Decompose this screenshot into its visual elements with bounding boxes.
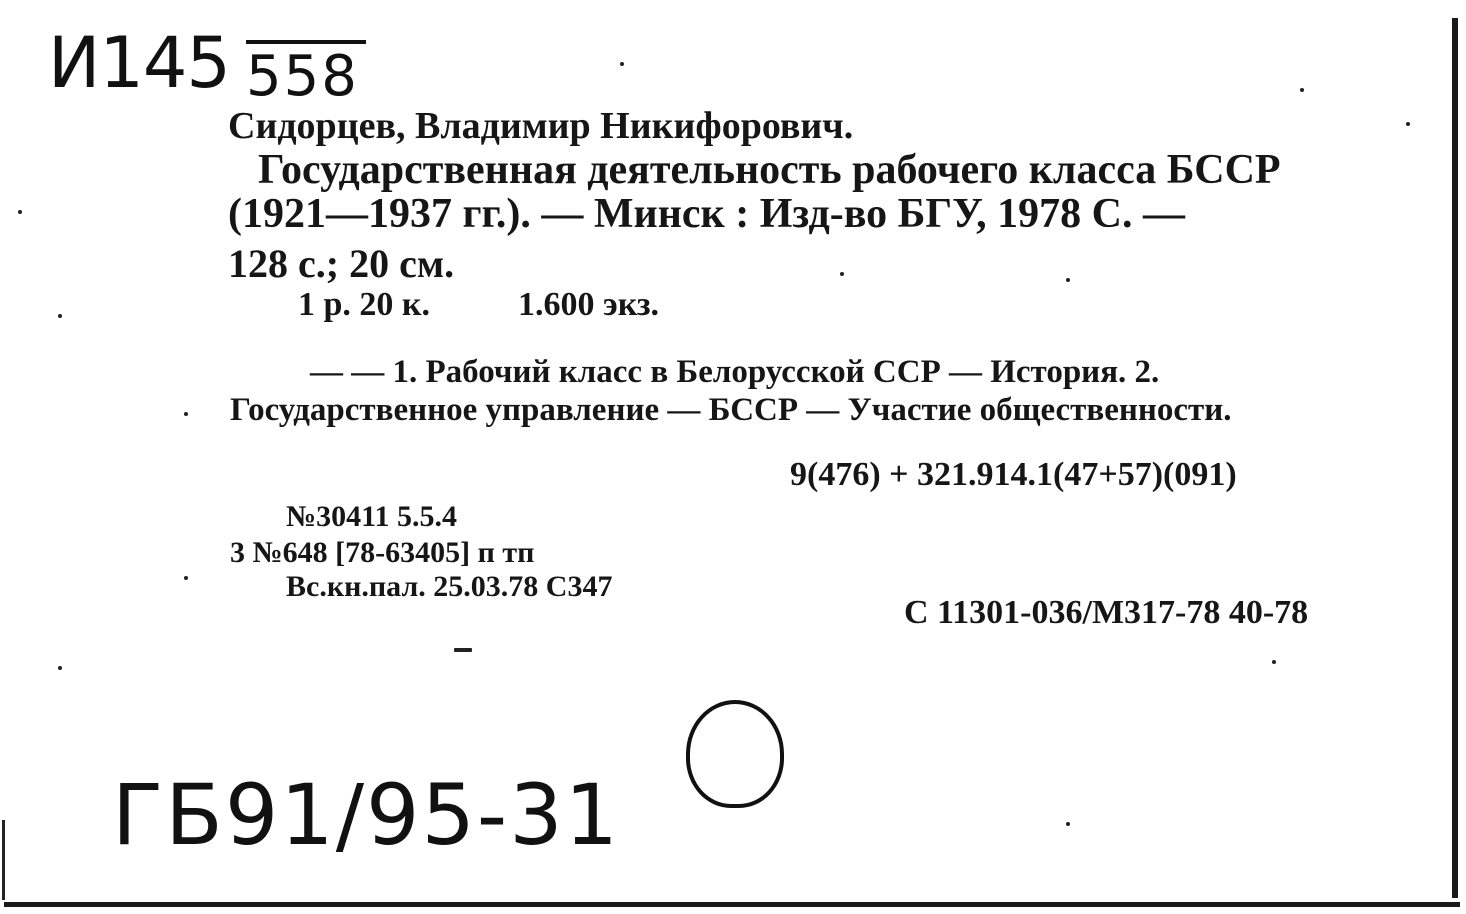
price: 1 р. 20 к. [298,286,430,323]
card-border-right [1452,18,1458,898]
subject-headings-line-1: — — 1. Рабочий класс в Белорусской ССР — История. 2. [310,354,1160,390]
scan-speck [58,666,62,670]
signature-line-2: Вс.кн.пал. 25.03.78 С347 [286,570,613,603]
scan-speck [1066,822,1070,826]
inventory-number: ГБ91/95-31 [112,766,621,864]
scan-speck [58,314,62,318]
scan-speck [454,648,472,652]
scan-speck [1300,88,1304,92]
scan-speck [840,272,844,276]
scan-speck [1406,122,1410,126]
card-border-bottom [4,902,1460,907]
title-line-3: 128 с.; 20 см. [228,241,455,286]
title-line-1: Государственная деятельность рабочего класса БССР [258,147,1281,193]
scan-speck [184,576,188,580]
scan-speck [184,412,188,416]
scan-speck [620,62,624,66]
card-border-left [2,820,5,900]
signature-line-1: 3 №648 [78-63405] п тп [230,536,535,569]
scan-speck [1272,660,1276,664]
author-heading: Сидорцев, Владимир Никифорович. [228,105,854,147]
shelf-mark: И145 [48,22,230,104]
title-line-2: (1921—1937 гг.). — Минск : Изд-во БГУ, 1978 С. — [228,191,1185,237]
shelf-mark-sub: 558 [246,44,359,109]
punch-hole [686,700,784,808]
print-run: 1.600 экз. [518,286,659,323]
scan-speck [1066,278,1070,282]
order-number: №30411 5.5.4 [286,500,457,533]
subject-headings-line-2: Государственное управление — БССР — Участие общественности. [230,392,1232,428]
catalog-code: С 11301-036/М317-78 40-78 [904,594,1309,631]
classification-index: 9(476) + 321.914.1(47+57)(091) [790,456,1237,493]
scan-speck [18,210,22,214]
